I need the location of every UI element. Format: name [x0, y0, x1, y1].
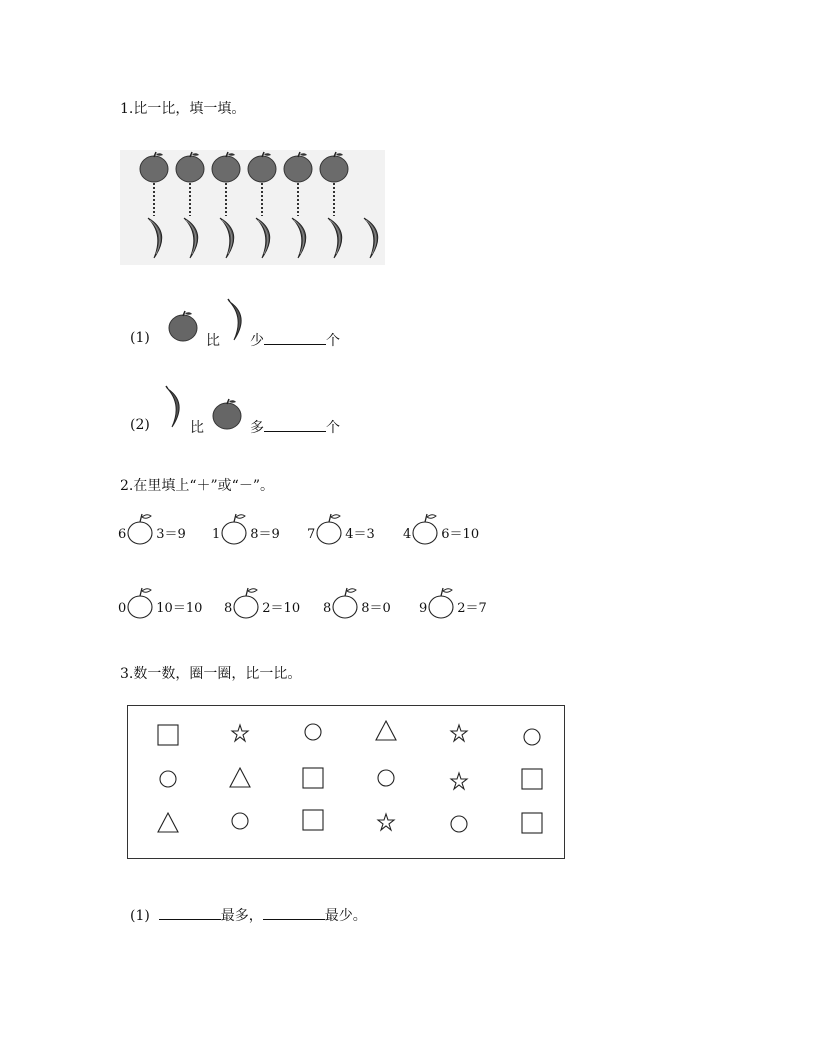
equation [118, 586, 202, 616]
operand-left: 7 [307, 527, 316, 542]
operand-right-result: 3＝9 [156, 527, 186, 542]
square-icon [519, 766, 545, 792]
apple-icon [248, 152, 276, 182]
operator-slot[interactable] [127, 586, 155, 616]
apple-outline-icon [428, 585, 456, 619]
banana-icon [160, 385, 188, 435]
apple-icon [176, 152, 204, 182]
question-3-title: 3.数一数，圈一圈，比一比。 [120, 666, 302, 682]
apple-icon [284, 152, 312, 182]
operand-right-result: 2＝7 [457, 601, 487, 616]
operator-slot[interactable] [412, 512, 440, 542]
operator-slot[interactable] [428, 586, 456, 616]
q1-sub1-compare: 比 [206, 333, 220, 349]
apple-outline-icon [233, 585, 261, 619]
apple-outline-icon [332, 585, 360, 619]
operand-right-result: 10＝10 [156, 601, 203, 616]
apple-icon [320, 152, 348, 182]
triangle-icon [373, 718, 399, 744]
banana-icon [184, 218, 198, 258]
star-icon [446, 768, 472, 794]
equation [419, 586, 487, 616]
q1-sub2-compare: 比 [190, 420, 204, 436]
square-icon [300, 807, 326, 833]
shape-grid-box [127, 705, 565, 859]
question-2-title: 2.在里填上“＋”或“－”。 [120, 478, 274, 494]
triangle-icon [155, 810, 181, 836]
operand-right-result: 2＝10 [262, 601, 301, 616]
question-1-title: 1.比一比，填一填。 [120, 101, 246, 117]
apple-outline-icon [127, 511, 155, 545]
operator-slot[interactable] [221, 512, 249, 542]
operand-left: 6 [118, 527, 127, 542]
circle-icon [227, 808, 253, 834]
star-icon [227, 720, 253, 746]
banana-icon [292, 218, 306, 258]
operator-slot[interactable] [127, 512, 155, 542]
apple-banana-picture [120, 150, 385, 265]
operand-left: 8 [224, 601, 233, 616]
square-icon [155, 722, 181, 748]
banana-icon [256, 218, 270, 258]
circle-icon [519, 724, 545, 750]
equation [403, 512, 479, 542]
answer-blank-1[interactable] [264, 330, 326, 345]
star-icon [373, 809, 399, 835]
operand-left: 4 [403, 527, 412, 542]
equation [224, 586, 300, 616]
operand-right-result: 8＝9 [250, 527, 280, 542]
operator-slot[interactable] [233, 586, 261, 616]
equation [118, 512, 186, 542]
banana-icon [148, 218, 162, 258]
apple-outline-icon [127, 585, 155, 619]
operand-left: 1 [212, 527, 221, 542]
equation [307, 512, 375, 542]
circle-icon [446, 811, 472, 837]
operand-right-result: 4＝3 [345, 527, 375, 542]
apple-banana-figure [120, 150, 385, 265]
q1-sub1-relation: 少 个 [250, 330, 340, 350]
operator-slot[interactable] [332, 586, 360, 616]
answer-blank-most[interactable] [159, 905, 221, 920]
apple-outline-icon [412, 511, 440, 545]
circle-icon [300, 719, 326, 745]
operand-right-result: 8＝0 [361, 601, 391, 616]
apple-outline-icon [316, 511, 344, 545]
apple-icon [212, 152, 240, 182]
banana-icon [364, 218, 378, 258]
star-icon [446, 720, 472, 746]
triangle-icon [227, 765, 253, 791]
answer-blank-2[interactable] [264, 417, 326, 432]
apple-icon [210, 396, 246, 436]
banana-icon [222, 298, 250, 348]
operator-slot[interactable] [316, 512, 344, 542]
q1-sub2-number: (2) [130, 417, 150, 433]
square-icon [300, 765, 326, 791]
square-icon [519, 810, 545, 836]
banana-icon [328, 218, 342, 258]
operand-left: 8 [323, 601, 332, 616]
q1-sub2-relation: 多 个 [250, 417, 340, 437]
banana-icon [220, 218, 234, 258]
circle-icon [373, 765, 399, 791]
q3-sub1: (1) 最多， 最少。 [130, 905, 367, 925]
operand-right-result: 6＝10 [441, 527, 480, 542]
operand-left: 0 [118, 601, 127, 616]
q1-sub1-number: (1) [130, 330, 150, 346]
apple-outline-icon [221, 511, 249, 545]
equation [212, 512, 280, 542]
equation [323, 586, 391, 616]
apple-icon [166, 308, 202, 348]
apple-icon [140, 152, 168, 182]
operand-left: 9 [419, 601, 428, 616]
answer-blank-least[interactable] [263, 905, 325, 920]
circle-icon [155, 766, 181, 792]
